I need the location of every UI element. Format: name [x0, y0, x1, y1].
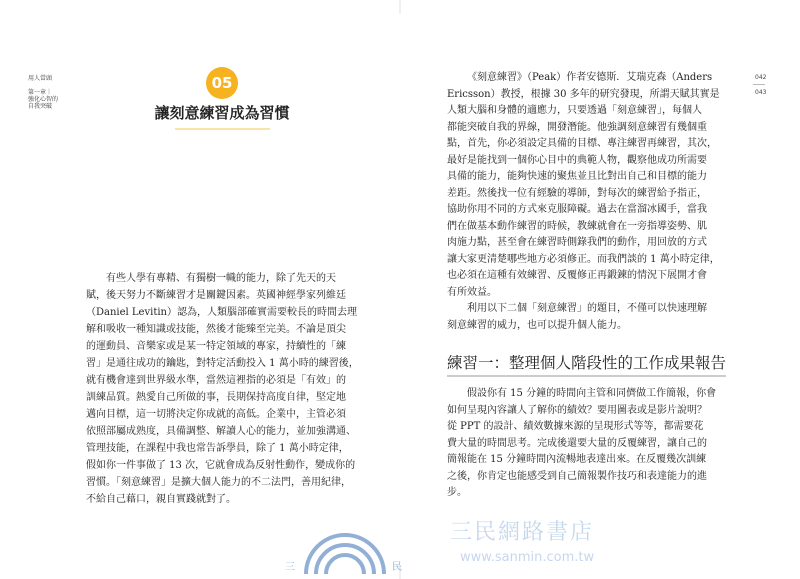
text-line: 步。 — [447, 487, 467, 498]
watermark-name: 三民網路書店 — [450, 520, 595, 545]
page-number-right: 043 — [755, 89, 767, 96]
text-line: 肉施力點，甚至會在練習時側錄我們的動作，用回放的方式 — [447, 237, 707, 248]
text-line: 假設你有 15 分鐘的時間向主管和同儕做工作簡報，你會 — [467, 388, 717, 399]
page-number-left: 042 — [755, 74, 767, 81]
text-line: 不給自己藉口，親自實踐就對了。 — [86, 494, 236, 505]
text-line: 假如你一件事做了 13 次，它就會成為反射性動作，變成你的 — [86, 460, 356, 471]
running-head-book: 用人當頭 — [28, 75, 53, 82]
chapter-title: 讓刻意練習成為習慣 — [154, 104, 290, 122]
text-line: 讓大家更清楚哪些地方必須修正。而我們談的 1 萬小時定律， — [447, 253, 720, 265]
text-line: 的運動員、音樂家或是某一特定領域的專家，持續性的「練 — [86, 341, 346, 352]
text-line: 管理技能，在課程中我也常告訴學員，除了 1 萬小時定律， — [86, 443, 349, 454]
text-line: 依照部屬成熟度，具備調整、解讀人心的能力，並加強溝通、 — [86, 426, 356, 437]
text-line: 點，首先，你必須設定具備的目標、專注練習再練習，其次， — [447, 138, 717, 149]
text-line: 就有機會達到世界級水準，當然這裡指的必須是「有效」的 — [86, 375, 346, 386]
text-line: 人類大腦和身體的適應力，只要透過「刻意練習」，每個人 — [447, 105, 702, 116]
text-line: 具備的能力，能夠快速的聚焦並且比對出自己和目標的能力 — [447, 171, 707, 182]
text-line: 們在做基本動作練習的時候，教練就會在一旁指導姿勢、肌 — [447, 220, 707, 232]
text-line: 邁向目標，這一切將決定你成就的高低。企業中，主管必須 — [86, 409, 346, 420]
text-line: 解和吸收一種知識或技能，然後才能臻至完美。不論是頂尖 — [86, 324, 346, 335]
watermark-logo-char: 三 — [285, 562, 295, 573]
text-line: 都能突破自我的界線，開發潛能。他強調刻意練習有幾個重 — [447, 121, 707, 133]
watermark-logo-char: 民 — [392, 562, 402, 573]
text-line: 差距。然後找一位有經驗的導師，對每次的練習給予指正， — [447, 187, 707, 199]
running-head-chapter-title: 強化心智的 — [28, 96, 59, 103]
section-number-badge: 05 — [206, 67, 238, 99]
text-line: 賦，後天努力不斷練習才是關鍵因素。英國神經學家列維廷 — [86, 290, 346, 301]
left-body-text — [86, 270, 358, 508]
watermark-logo — [300, 516, 390, 576]
text-line: 如何呈現內容讓人了解你的績效？要用圖表或是影片說明？ — [447, 404, 707, 416]
text-line: 習慣。「刻意練習」是擴大個人能力的不二法門，善用紀律， — [86, 477, 351, 488]
text-line: 刻意練習的威力，也可以提升個人能力。 — [447, 319, 627, 331]
text-line: 最好是能找到一個你心目中的典範人物，觀察他成功所需要 — [447, 154, 707, 166]
watermark-url: www.sanmin.com.tw — [460, 550, 595, 565]
exercise-body-text — [447, 386, 732, 502]
text-line: 利用以下二個「刻意練習」的題目，不僅可以快速理解 — [467, 303, 707, 314]
page-number-divider — [753, 84, 765, 85]
running-head-chapter-title: 自我突破 — [28, 103, 53, 110]
text-line: 有所效益。 — [447, 286, 497, 298]
exercise-heading: 練習一：整理個人階段性的工作成果報告 — [447, 354, 726, 377]
text-line: Ericsson）教授，根據 30 多年的研究發現，所謂天賦其實是 — [447, 88, 720, 100]
text-line: 也必須在這種有效練習、反覆修正再鍛鍊的情況下展開才會 — [447, 270, 707, 281]
text-line: 《刻意練習》（Peak）作者安德斯．艾瑞克森（Anders — [467, 72, 713, 83]
right-body-text — [447, 70, 732, 334]
right-page — [401, 0, 800, 579]
running-head-chapter: 第一章｜ — [28, 89, 53, 96]
title-underline — [175, 128, 270, 130]
text-line: 之後，你肯定也能感受到自己簡報製作技巧和表達能力的進 — [447, 470, 707, 482]
text-line: 費大量的時間思考。完成後還要大量的反覆練習，讓自己的 — [447, 437, 707, 449]
left-page — [0, 0, 399, 579]
text-line: 訓練品質。熱愛自己所做的事，長期保持高度自律，堅定地 — [86, 392, 346, 403]
text-line: （Daniel Levitin）認為，人類腦部確實需要較長的時間去理 — [86, 307, 357, 318]
text-line: 簡報能在 15 分鐘時間內流暢地表達出來。在反覆幾次訓練 — [447, 454, 707, 465]
text-line: 有些人學有專精、有獨樹一幟的能力，除了先天的天 — [106, 273, 336, 284]
text-line: 協助你用不同的方式來克服障礙。過去在當溜冰國手，當我 — [447, 204, 707, 215]
text-line: 從 PPT 的設計、績效數據來源的呈現形式等等，都需要花 — [447, 421, 704, 432]
text-line: 習」是通往成功的鑰匙，對特定活動投入 1 萬小時的練習後， — [86, 358, 359, 369]
